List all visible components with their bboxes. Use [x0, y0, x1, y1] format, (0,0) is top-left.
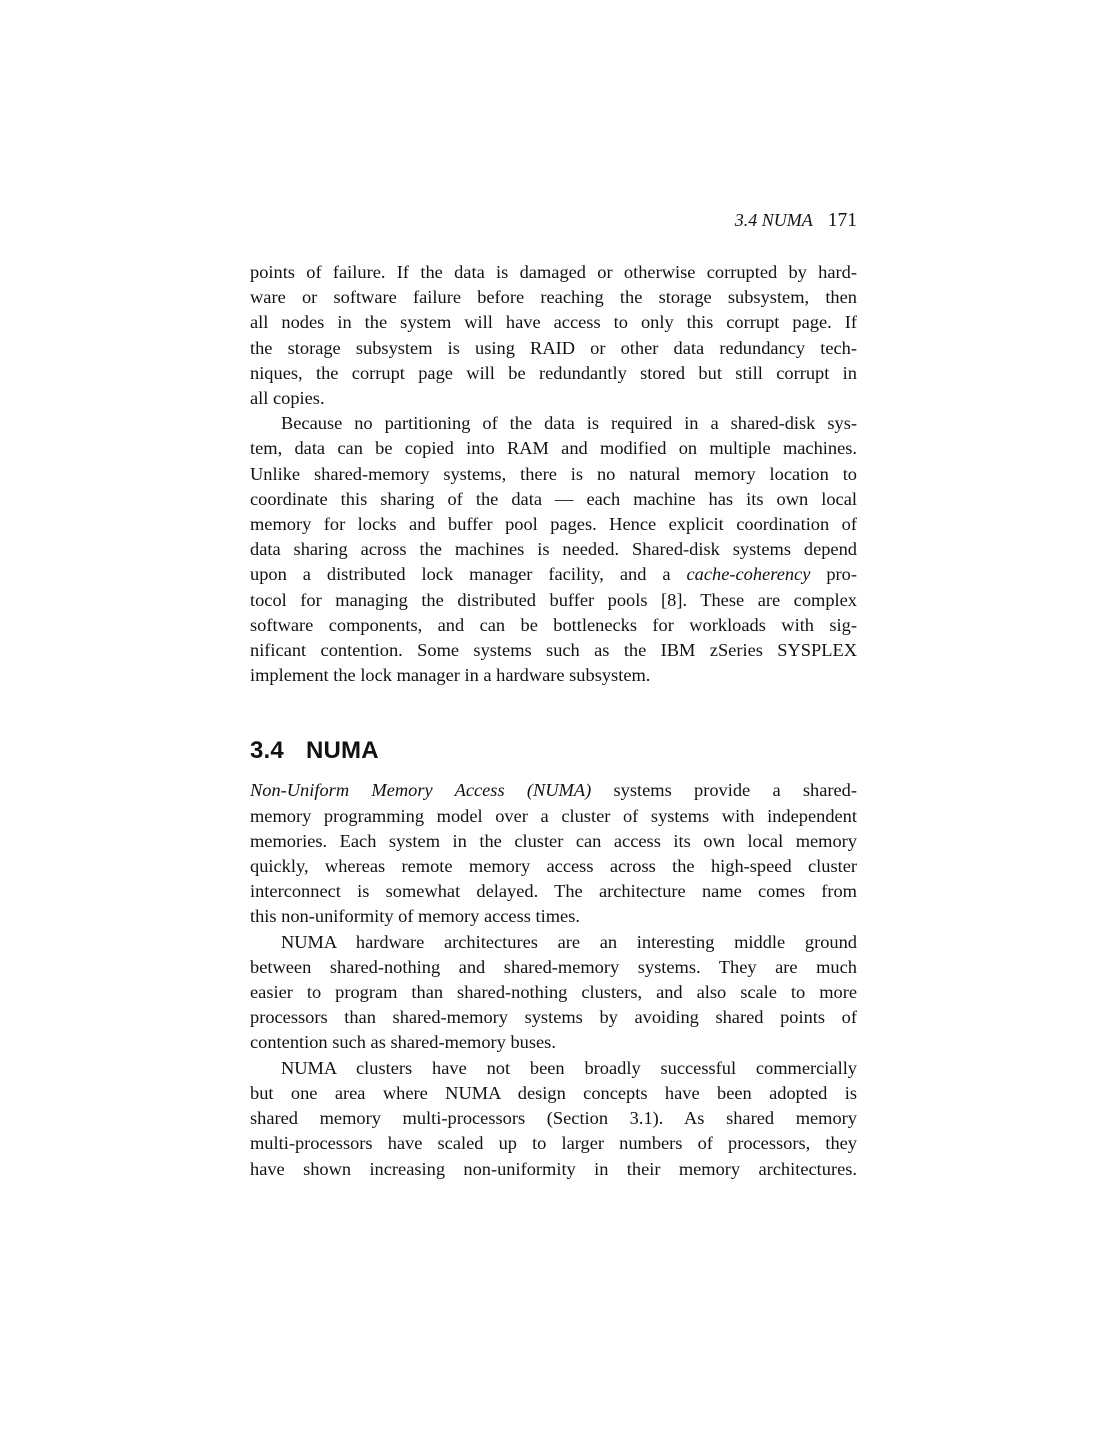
- text-line: [250, 1005, 857, 1030]
- text-segment: this non-uniformity of memory access times.: [250, 906, 580, 927]
- text-line: [250, 879, 857, 904]
- italic-text-segment: cache-coherency: [686, 564, 811, 585]
- text-segment: have shown increasing non-uniformity in their memory architectures.: [250, 1158, 857, 1179]
- text-segment: pro-: [810, 564, 857, 585]
- text-line: [250, 336, 857, 361]
- text-line: [250, 562, 857, 587]
- text-segment: systems provide a shared-: [591, 780, 857, 801]
- text-line: [250, 436, 857, 461]
- text-line: [250, 588, 857, 613]
- text-segment: Because no partitioning of the data is required in a shared-disk sys-: [281, 413, 857, 434]
- text-line: [250, 411, 857, 436]
- text-segment: data sharing across the machines is needed. Shared-disk systems depend: [250, 539, 857, 560]
- paragraph: [250, 411, 857, 688]
- text-segment: the storage subsystem is using RAID or other data redundancy tech-: [250, 337, 857, 358]
- text-segment: points of failure. If the data is damaged or otherwise corrupted by hard-: [250, 262, 857, 282]
- text-line: [250, 1131, 857, 1156]
- text-segment: ware or software failure before reaching the storage subsystem, then: [250, 287, 857, 308]
- text-segment: easier to program than shared-nothing clusters, and also scale to more: [250, 982, 857, 1003]
- text-segment: software components, and can be bottlenecks for workloads with sig-: [250, 614, 857, 635]
- text-segment: but one area where NUMA design concepts have been adopted is: [250, 1082, 857, 1103]
- text-segment: tocol for managing the distributed buffer pools [8]. These are complex: [250, 589, 857, 610]
- text-segment: shared memory multi-processors (Section 3.1). As shared memory: [250, 1108, 857, 1129]
- text-segment: all nodes in the system will have access to only this corrupt page. If: [250, 312, 857, 333]
- page-number: 171: [827, 210, 857, 231]
- text-segment: multi-processors have scaled up to larger numbers of processors, they: [250, 1133, 857, 1154]
- text-line: [250, 1081, 857, 1106]
- text-line: [250, 854, 857, 879]
- text-line: [250, 638, 857, 663]
- section-number: 3.4: [250, 737, 284, 765]
- section-heading: [250, 737, 857, 764]
- text-segment: upon a distributed lock manager facility, and a: [250, 564, 687, 585]
- text-line: [250, 904, 857, 929]
- text-segment: memories. Each system in the cluster can access its own local memory: [250, 830, 857, 851]
- paragraph: [250, 778, 857, 929]
- text-line: [250, 361, 857, 386]
- text-segment: tem, data can be copied into RAM and modified on multiple machines.: [250, 438, 857, 459]
- text-line: [250, 285, 857, 310]
- running-header: [250, 209, 857, 232]
- text-line: [250, 260, 857, 285]
- text-line: [250, 386, 857, 411]
- text-line: [250, 537, 857, 562]
- text-segment: processors than shared-memory systems by avoiding shared points of: [250, 1007, 857, 1028]
- text-segment: implement the lock manager in a hardware subsystem.: [250, 665, 651, 686]
- text-segment: quickly, whereas remote memory access across the high-speed cluster: [250, 856, 857, 877]
- text-line: [250, 778, 857, 803]
- paragraph: [250, 1056, 857, 1182]
- text-line: [250, 930, 857, 955]
- text-line: [250, 829, 857, 854]
- paragraph: [250, 930, 857, 1056]
- text-segment: memory programming model over a cluster of systems with independent: [250, 805, 857, 826]
- text-line: [250, 310, 857, 335]
- text-segment: NUMA clusters have not been broadly successful commercially: [281, 1057, 857, 1078]
- running-section-title: 3.4 NUMA: [734, 210, 813, 230]
- text-line: [250, 955, 857, 980]
- section-title: NUMA: [305, 737, 379, 765]
- text-segment: interconnect is somewhat delayed. The architecture name comes from: [250, 881, 857, 902]
- text-line: [250, 1056, 857, 1081]
- text-block: [250, 260, 857, 1182]
- text-segment: all copies.: [250, 388, 325, 409]
- text-line: [250, 980, 857, 1005]
- text-line: [250, 1030, 857, 1055]
- text-segment: memory for locks and buffer pool pages. Hence explicit coordination of: [250, 514, 857, 535]
- text-segment: contention such as shared-memory buses.: [250, 1032, 556, 1053]
- text-line: [250, 487, 857, 512]
- text-segment: niques, the corrupt page will be redundantly stored but still corrupt in: [250, 362, 857, 383]
- text-line: [250, 1106, 857, 1131]
- text-segment: nificant contention. Some systems such as the IBM zSeries SYSPLEX: [250, 640, 857, 661]
- text-line: [250, 804, 857, 829]
- text-segment: Unlike shared-memory systems, there is no natural memory location to: [250, 463, 857, 484]
- paragraph: [250, 260, 857, 411]
- text-line: [250, 663, 857, 688]
- text-line: [250, 1157, 857, 1182]
- text-line: [250, 462, 857, 487]
- text-segment: coordinate this sharing of the data — each machine has its own local: [250, 488, 857, 509]
- text-line: [250, 512, 857, 537]
- text-segment: between shared-nothing and shared-memory systems. They are much: [250, 956, 857, 977]
- italic-text-segment: Non-Uniform Memory Access (NUMA): [250, 780, 592, 801]
- text-line: [250, 613, 857, 638]
- text-segment: NUMA hardware architectures are an interesting middle ground: [281, 931, 857, 952]
